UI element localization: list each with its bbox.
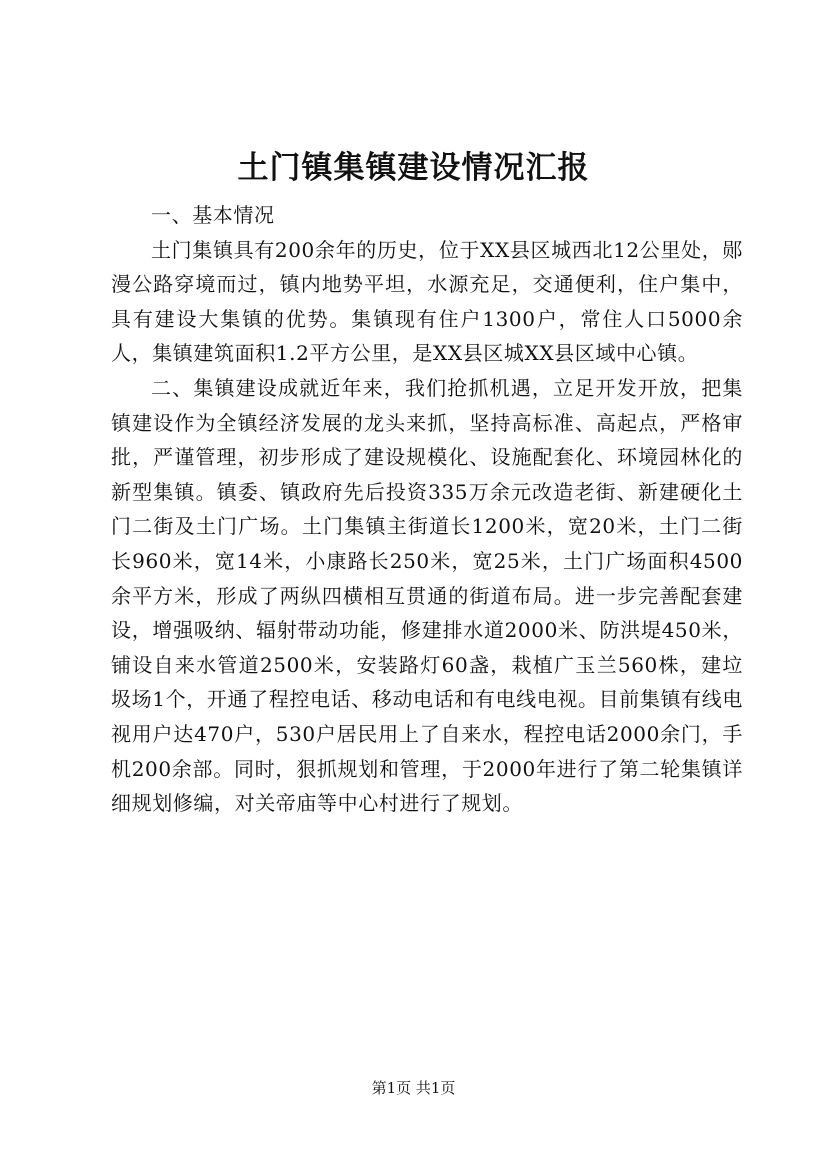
document-title: 土门镇集镇建设情况汇报 <box>237 150 590 186</box>
document-body <box>111 198 743 821</box>
page-number-footer: 第1页 共1页 <box>371 1079 456 1097</box>
section-2-paragraph: 二、集镇建设成就近年来，我们抢抓机遇，立足开发开放，把集镇建设作为全镇经济发展的龙头来抓，坚持高标准、高起点，严格审批，严谨管理，初步形成了建设规模化、设施配套化、环境园林化的新型集镇。镇委、镇政府先后投资335万余元改造老街、新建硬化土门二街及土门广场。土门集镇主街道长1200米，宽20米，土门二街长960米，宽14米，小康路长250米，宽25米，土门广场面积4500余平方米，形成了两纵四横相互贯通的街道布局。进一步完善配套建设，增强吸纳、辐射带动功能，修建排水道2000米、防洪堤450米，铺设自来水管道2500米，安装路灯60盏，栽植广玉兰560株，建垃圾场1个，开通了程控电话、移动电话和有电线电视。目前集镇有线电视用户达470户，530户居民用上了自来水，程控电话2000余门，手机200余部。同时，狠抓规划和管理，于2000年进行了第二轮集镇详细规划修编，对关帝庙等中心村进行了规划。 <box>111 375 743 816</box>
section-1-paragraph: 土门集镇具有200余年的历史，位于XX县区城西北12公里处，郧漫公路穿境而过，镇内地势平坦，水源充足，交通便利，住户集中，具有建设大集镇的优势。集镇现有住户1300户，常住人口5000余人，集镇建筑面积1.2平方公里，是XX县区城XX县区域中心镇。 <box>111 237 743 366</box>
section-1-heading: 一、基本情况 <box>151 203 275 227</box>
